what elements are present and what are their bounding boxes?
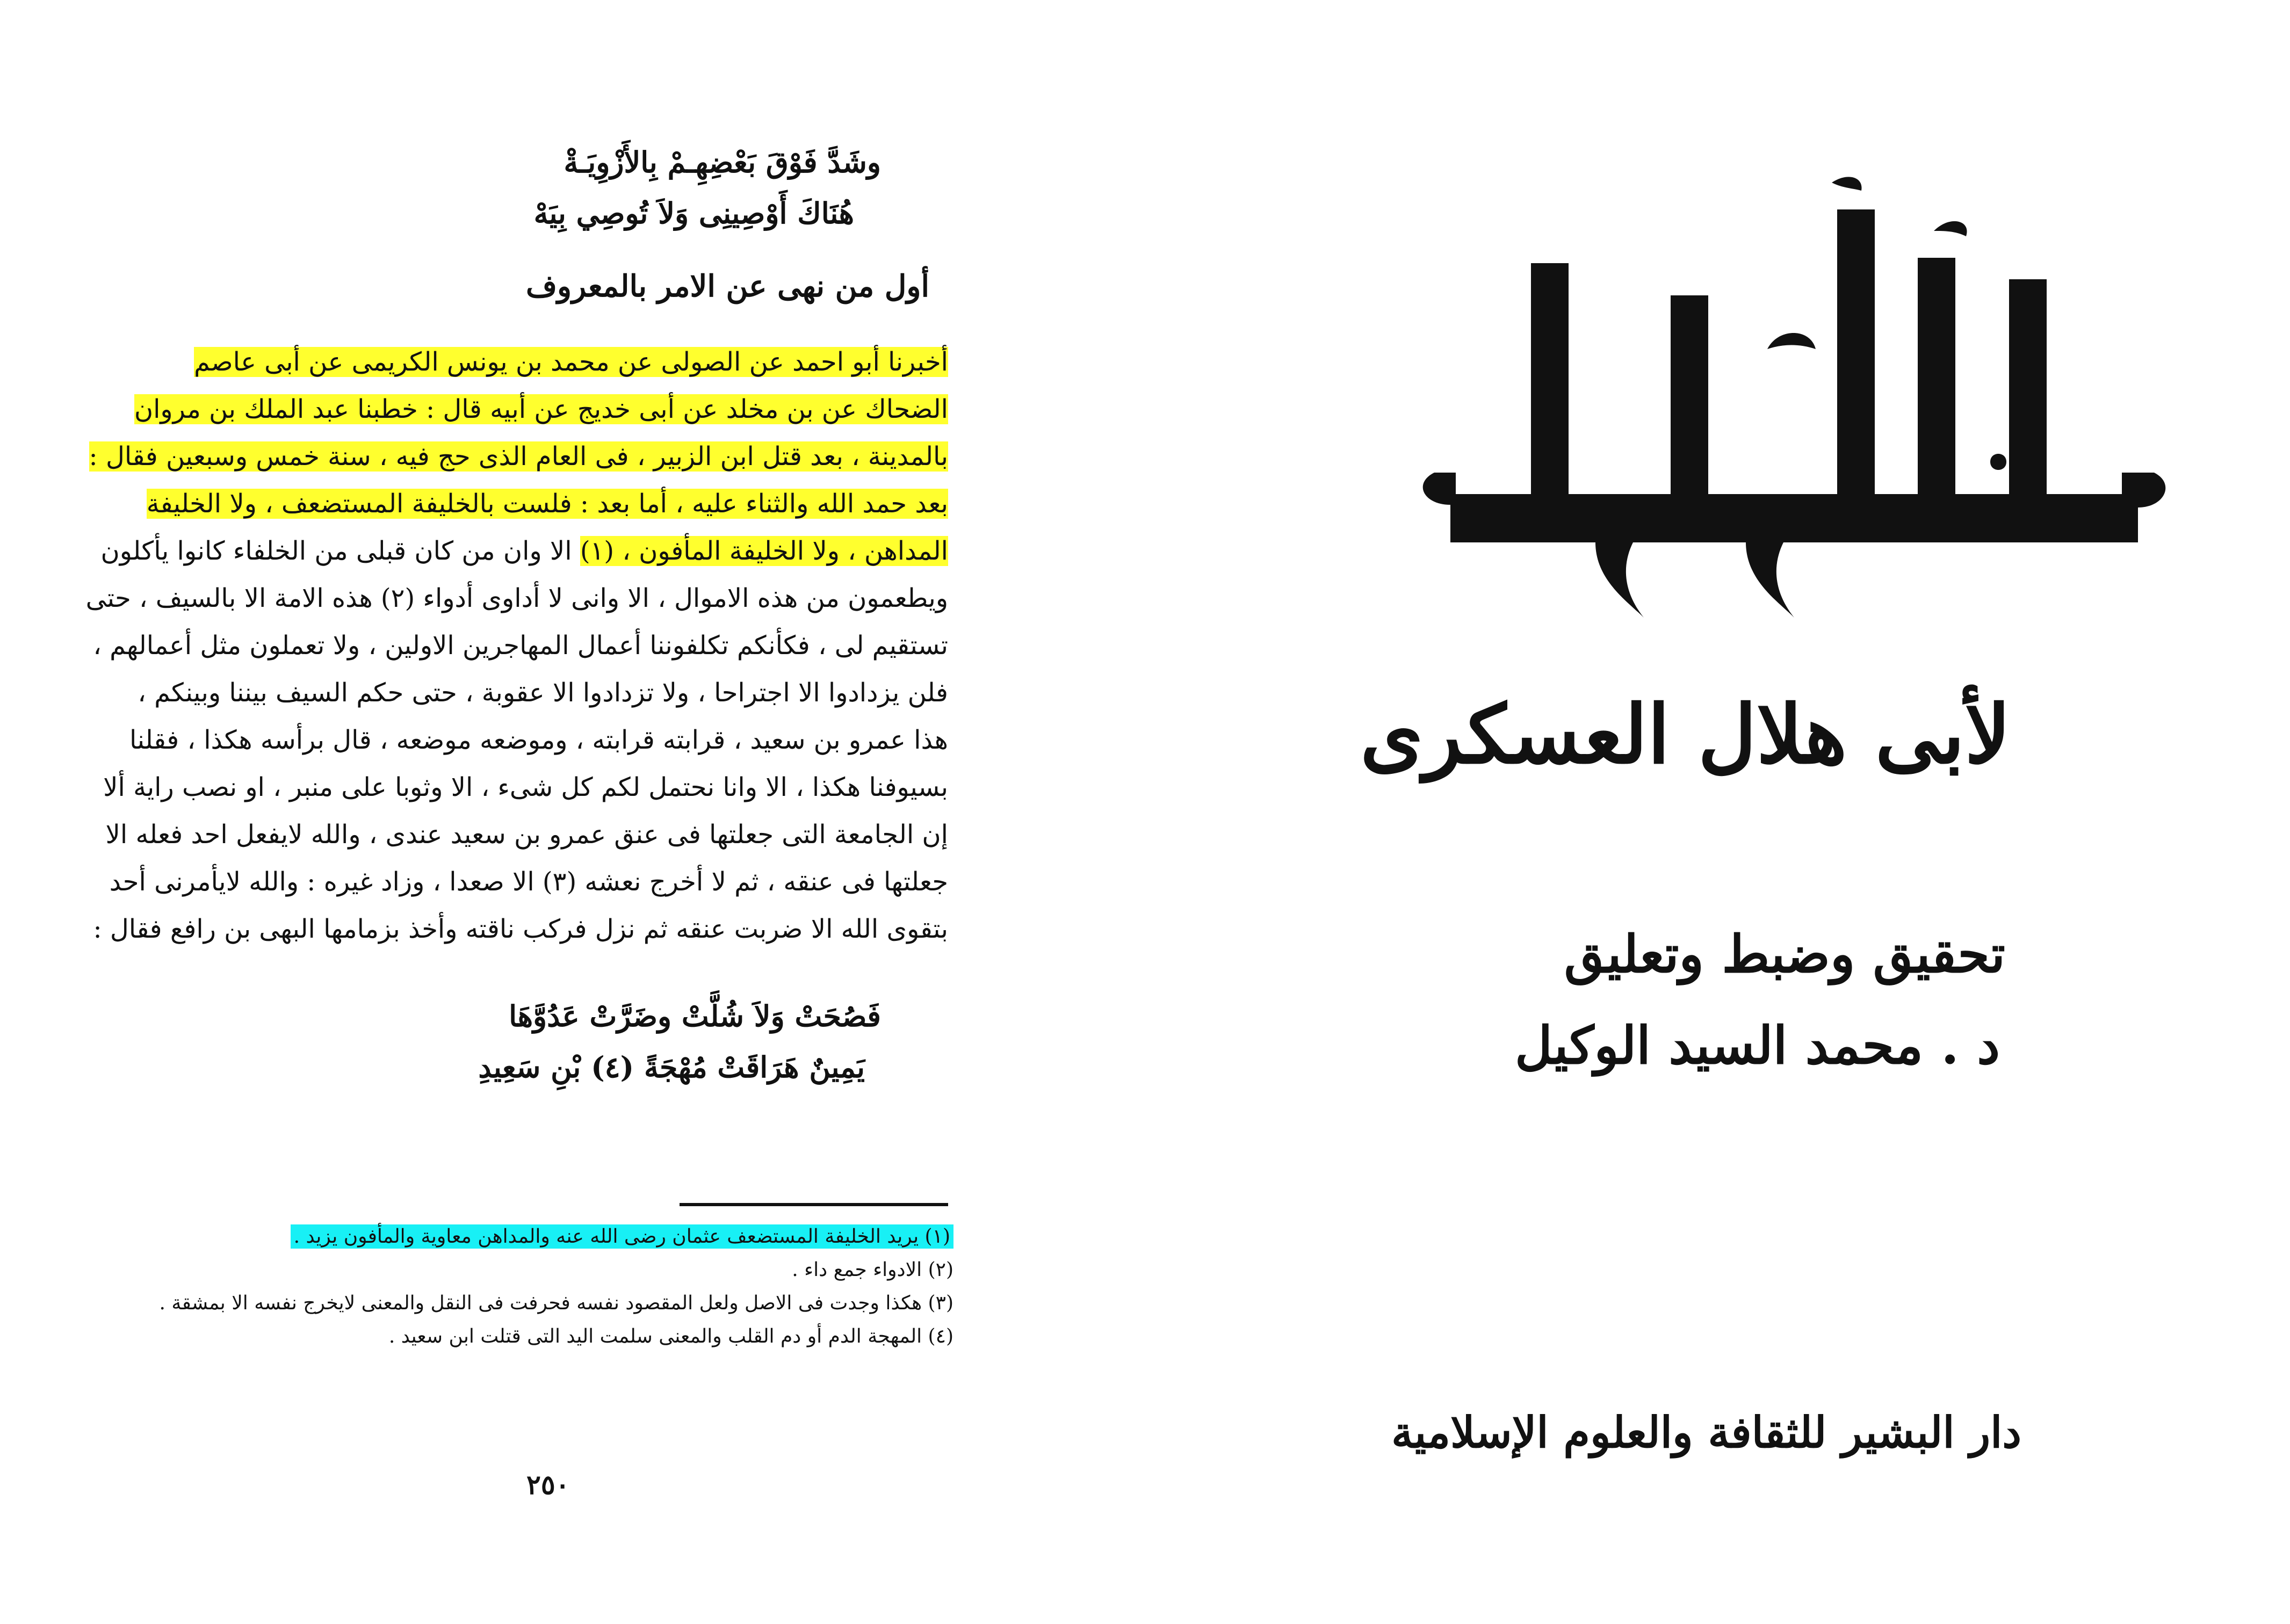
highlighted-text: الضحاك عن بن مخلد عن أبى خديج عن أبيه قال : خطبنا عبد الملك بن مروان — [134, 394, 948, 424]
cover-editing-label: تحقيق وضبط وتعليق — [1564, 924, 2005, 984]
body-line: بتقوى الله الا ضربت عنقه ثم نزل فركب ناقته وأخذ بزمامها البهى بن رافع فقال : — [93, 914, 948, 944]
footnote-3: (٣) هكذا وجدت فى الاصل ولعل المقصود نفسه فحرفت فى النقل والمعنى لايخرج نفسه الا بمشقة . — [159, 1292, 953, 1314]
body-line: ويطعمون من هذه الاموال ، الا وانى لا أداوى أدواء (٢) هذه الامة الا بالسيف ، حتى — [85, 583, 948, 613]
verse-bottom-line-1: فَصُحَتْ وَلاَ شُلَّتْ وضَرَّتْ عَدُوَّهَا — [509, 999, 881, 1033]
body-line — [146, 480, 948, 527]
verse-top-line-1: وشَدَّ فَوْقَ بَعْضِهِـمْ بِالأَزْوِيَـةْ — [564, 145, 881, 179]
body-line: إن الجامعة التى جعلتها فى عنق عمرو بن سعيد عندى ، والله لايفعل احد فعله الا — [105, 820, 948, 850]
page-number: ٢٥٠ — [526, 1469, 570, 1500]
footnote-1 — [293, 1220, 953, 1253]
cover-editor: د . محمد السيد الوكيل — [1515, 1015, 2000, 1076]
highlighted-text: بعد حمد الله والثناء عليه ، أما بعد : فلست بالخليفة المستضعف ، ولا الخليفة — [146, 489, 948, 519]
cover-author: لأبى هلال العسكرى — [1360, 687, 2011, 782]
body-line — [134, 386, 948, 433]
body-text-span: الا وان من كان قبلى من الخلفاء كانوا يأكلون — [100, 536, 572, 566]
body-line: هذا عمرو بن سعيد ، قرابته قرابته ، وموضعه موضعه ، قال برأسه هكذا ، فقلنا — [129, 725, 948, 755]
verse-top-line-2: هُنَاكَ أَوْصِينِى وَلاَ تُوصِي بِيَهْ — [533, 196, 854, 230]
body-line: بسيوفنا هكذا ، الا وانا نحتمل لكم كل شىء ، الا وثوبا على منبر ، او نصب راية ألا — [103, 772, 948, 802]
highlighted-text: المداهن ، ولا الخليفة المأفون ، (١) — [580, 536, 948, 566]
right-page-cover — [1144, 0, 2290, 1624]
body-line: جعلتها فى عنقه ، ثم لا أخرج نعشه (٣) الا صعدا ، وزاد غيره : والله لايأمرنى أحد — [109, 867, 948, 897]
section-heading: أول من نهى عن الامر بالمعروف — [526, 269, 929, 304]
footnotes — [159, 1220, 953, 1353]
cover-title-calligraphy — [1391, 172, 2208, 655]
highlighted-text: بالمدينة ، بعد قتل ابن الزبير ، فى العام الذى حج فيه ، سنة خمس وسبعين فقال : — [89, 441, 948, 472]
body-line — [100, 527, 948, 575]
verse-bottom-line-2: يَمِينٌ هَرَاقَتْ مُهْجَةً (٤) بْنِ سَعِيدِ — [478, 1050, 865, 1084]
highlighted-footnote: (١) يريد الخليفة المستضعف عثمان رضى الله عنه والمداهن معاوية والمأفون يزيد . — [291, 1224, 953, 1249]
body-line: فلن يزدادوا الا اجتراحا ، ولا تزدادوا الا عقوبة ، حتى حكم السيف بيننا وبينكم ، — [138, 678, 948, 708]
body-line: تستقيم لى ، فكأنكم تكلفوننا أعمال المهاجرين الاولين ، ولا تعملون مثل أعمالهم ، — [93, 630, 948, 661]
body-line — [89, 433, 948, 480]
body-line — [158, 338, 948, 386]
cover-publisher: دار البشير للثقافة والعلوم الإسلامية — [1391, 1407, 2021, 1458]
footnote-divider — [680, 1203, 948, 1206]
highlighted-text: أخبرنا أبو احمد عن الصولى عن محمد بن يونس الكريمى عن أبى عاصم — [193, 347, 948, 377]
footnote-4: (٤) المهجة الدم أو دم القلب والمعنى سلمت اليد التى قتلت ابن سعيد . — [388, 1325, 953, 1347]
body-text — [85, 338, 948, 953]
footnote-2: (٢) الادواء جمع داء . — [792, 1259, 953, 1281]
left-page — [0, 0, 1144, 1624]
